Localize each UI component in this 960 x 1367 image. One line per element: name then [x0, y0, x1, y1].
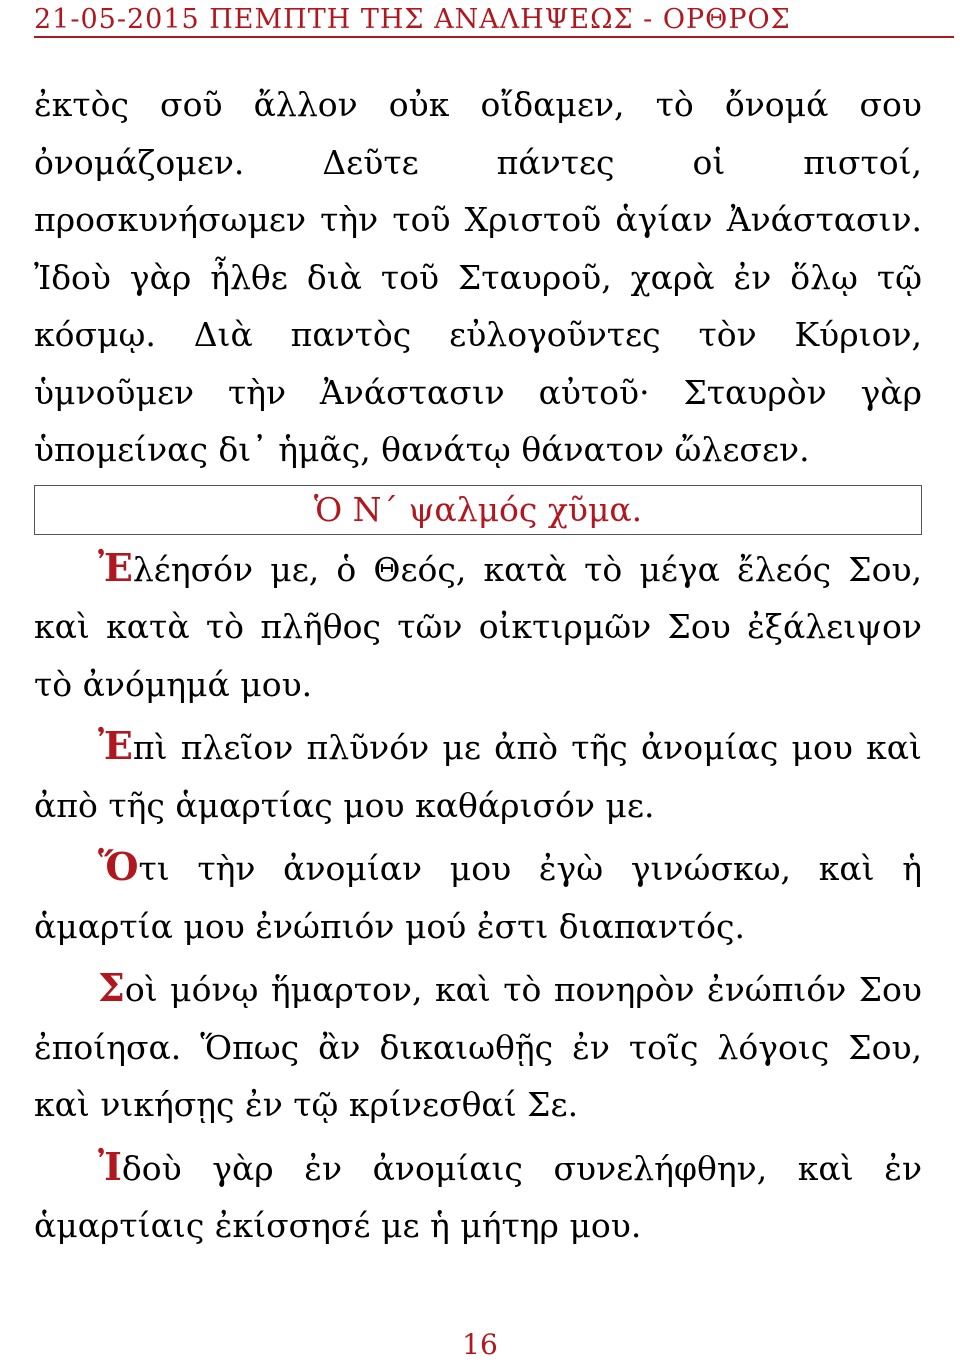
verse-text: λέησόν με, ὁ Θεός, κατὰ τὸ μέγα ἔλεός Σου, καὶ κατὰ τὸ πλῆθος τῶν οἰκτιρμῶν Σου ἐξάλειψον τὸ ἀνόμημά μου. — [34, 549, 922, 704]
verse-4 — [34, 959, 922, 1134]
verse-text: τι τὴν ἀνομίαν μου ἐγὼ γινώσκω, καὶ ἡ ἁμαρτία μου ἐνώπιόν μού ἐστι διαπαντός. — [34, 849, 922, 946]
verse-initial: Ὅ — [98, 844, 139, 889]
psalm-heading: Ὁ Ν΄ ψαλμός χῦμα. — [313, 489, 643, 529]
verse-initial: Σ — [98, 965, 125, 1010]
verse-2 — [34, 717, 922, 834]
verse-5 — [34, 1138, 922, 1255]
verse-text: δοὺ γὰρ ἐν ἀνομίαις συνελήφθην, καὶ ἐν ἁμαρτίαις ἐκίσσησέ με ἡ μήτηρ μου. — [34, 1148, 922, 1245]
intro-paragraph: ἐκτὸς σοῦ ἄλλον οὐκ οἴδαμεν, τὸ ὄνομά σου ὀνομάζομεν. Δεῦτε πάντες οἱ πιστοί, προσκυνήσωμεν τὴν τοῦ Χριστοῦ ἁγίαν Ἀνάστασιν. Ἰδοὺ γὰρ ἦλθε διὰ τοῦ Σταυροῦ, χαρὰ ἐν ὅλῳ τῷ κόσμῳ. Διὰ παντὸς εὐλογοῦντες τὸν Κύριον, ὑμνοῦμεν τὴν Ἀνάστασιν αὐτοῦ· Σταυρὸν γὰρ ὑπομείνας δι᾿ ἡμᾶς, θανάτῳ θάνατον ὤλεσεν. — [34, 85, 922, 469]
verse-text: πὶ πλεῖον πλῦνόν με ἀπὸ τῆς ἀνομίας μου καὶ ἀπὸ τῆς ἁμαρτίας μου καθάρισόν με. — [34, 728, 922, 825]
page-number: 16 — [462, 1328, 498, 1361]
verse-initial: Ἐ — [98, 723, 133, 768]
verse-3 — [34, 838, 922, 955]
verse-1 — [34, 539, 922, 714]
header-title: 21-05-2015 ΠΕΜΠΤΗ ΤΗΣ ΑΝΑΛΗΨΕΩΣ - ΟΡΘΡΟΣ — [34, 4, 791, 35]
page-content — [34, 76, 922, 1259]
psalm-heading-box — [34, 485, 922, 535]
verse-initial: Ἰ — [98, 1143, 122, 1189]
verse-initial: Ἐ — [98, 544, 133, 590]
page-header — [0, 0, 960, 42]
header-divider — [34, 36, 954, 38]
verse-text: οὶ μόνῳ ἥμαρτον, καὶ τὸ πονηρὸν ἐνώπιόν Σου ἐποίησα. Ὅπως ἂν δικαιωθῇς ἐν τοῖς λόγοις Σου, καὶ νικήσῃς ἐν τῷ κρίνεσθαί Σε. — [34, 970, 922, 1124]
